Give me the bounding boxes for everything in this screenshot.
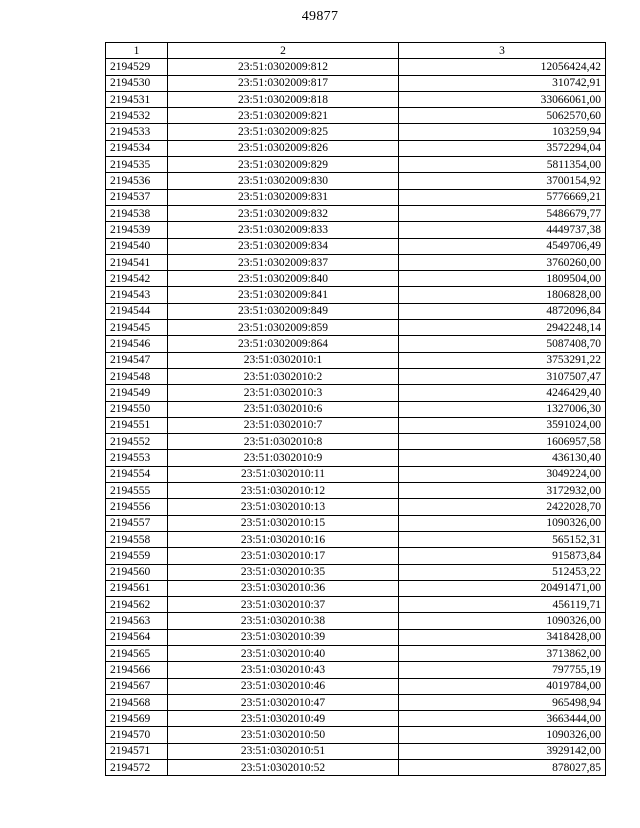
column-header-1: 1: [106, 43, 168, 59]
row-number-cell: 2194536: [106, 173, 168, 189]
row-number-cell: 2194546: [106, 336, 168, 352]
table-row: [106, 320, 606, 336]
row-number-cell: 2194529: [106, 59, 168, 75]
table-row: [106, 466, 606, 482]
table-row: [106, 91, 606, 107]
table-row: [106, 711, 606, 727]
table-row: [106, 564, 606, 580]
row-number-cell: 2194531: [106, 91, 168, 107]
table-row: [106, 580, 606, 596]
cadastral-value-cell: 3107507,47: [399, 368, 606, 384]
row-number-cell: 2194566: [106, 662, 168, 678]
table-row: [106, 694, 606, 710]
cadastral-value-cell: 33066061,00: [399, 91, 606, 107]
row-number-cell: 2194547: [106, 352, 168, 368]
cadastral-number-cell: 23:51:0302010:52: [168, 760, 399, 776]
row-number-cell: 2194541: [106, 254, 168, 270]
header-row: [106, 43, 606, 59]
cadastral-value-cell: 4549706,49: [399, 238, 606, 254]
cadastral-number-cell: 23:51:0302010:47: [168, 694, 399, 710]
row-number-cell: 2194555: [106, 483, 168, 499]
row-number-cell: 2194571: [106, 743, 168, 759]
row-number-cell: 2194561: [106, 580, 168, 596]
table-row: [106, 515, 606, 531]
cadastral-number-cell: 23:51:0302009:817: [168, 75, 399, 91]
cadastral-number-cell: 23:51:0302009:818: [168, 91, 399, 107]
row-number-cell: 2194542: [106, 271, 168, 287]
column-header-2: 2: [168, 43, 399, 59]
table-row: [106, 743, 606, 759]
cadastral-value-cell: 5486679,77: [399, 205, 606, 221]
cadastral-number-cell: 23:51:0302009:833: [168, 222, 399, 238]
cadastral-value-cell: 4246429,40: [399, 385, 606, 401]
cadastral-number-cell: 23:51:0302009:841: [168, 287, 399, 303]
row-number-cell: 2194556: [106, 499, 168, 515]
row-number-cell: 2194539: [106, 222, 168, 238]
cadastral-value-cell: 3172932,00: [399, 483, 606, 499]
cadastral-number-cell: 23:51:0302010:37: [168, 597, 399, 613]
cadastral-value-cell: 3418428,00: [399, 629, 606, 645]
row-number-cell: 2194537: [106, 189, 168, 205]
cadastral-number-cell: 23:51:0302010:6: [168, 401, 399, 417]
cadastral-value-cell: 12056424,42: [399, 59, 606, 75]
table-row: [106, 531, 606, 547]
table-row: [106, 124, 606, 140]
cadastral-value-cell: 1806828,00: [399, 287, 606, 303]
row-number-cell: 2194569: [106, 711, 168, 727]
row-number-cell: 2194563: [106, 613, 168, 629]
cadastral-value-cell: 1606957,58: [399, 434, 606, 450]
table-row: [106, 254, 606, 270]
row-number-cell: 2194564: [106, 629, 168, 645]
cadastral-value-cell: 965498,94: [399, 694, 606, 710]
table-row: [106, 613, 606, 629]
cadastral-value-cell: 5776669,21: [399, 189, 606, 205]
cadastral-number-cell: 23:51:0302009:826: [168, 140, 399, 156]
cadastral-value-cell: 456119,71: [399, 597, 606, 613]
cadastral-number-cell: 23:51:0302010:17: [168, 548, 399, 564]
table-row: [106, 450, 606, 466]
cadastral-number-cell: 23:51:0302010:11: [168, 466, 399, 482]
row-number-cell: 2194567: [106, 678, 168, 694]
cadastral-number-cell: 23:51:0302010:15: [168, 515, 399, 531]
cadastral-value-cell: 103259,94: [399, 124, 606, 140]
cadastral-value-cell: 4449737,38: [399, 222, 606, 238]
table-row: [106, 75, 606, 91]
table-row: [106, 368, 606, 384]
cadastral-value-cell: 5811354,00: [399, 157, 606, 173]
row-number-cell: 2194535: [106, 157, 168, 173]
table-row: [106, 173, 606, 189]
table-row: [106, 140, 606, 156]
cadastral-number-cell: 23:51:0302010:50: [168, 727, 399, 743]
cadastral-value-cell: 3591024,00: [399, 417, 606, 433]
column-header-3: 3: [399, 43, 606, 59]
cadastral-value-cell: 878027,85: [399, 760, 606, 776]
table-row: [106, 271, 606, 287]
table-row: [106, 222, 606, 238]
row-number-cell: 2194562: [106, 597, 168, 613]
cadastral-number-cell: 23:51:0302010:13: [168, 499, 399, 515]
cadastral-value-cell: 3929142,00: [399, 743, 606, 759]
cadastral-number-cell: 23:51:0302009:825: [168, 124, 399, 140]
row-number-cell: 2194530: [106, 75, 168, 91]
cadastral-value-cell: 1090326,00: [399, 613, 606, 629]
row-number-cell: 2194548: [106, 368, 168, 384]
table-row: [106, 401, 606, 417]
table-row: [106, 434, 606, 450]
row-number-cell: 2194550: [106, 401, 168, 417]
cadastral-number-cell: 23:51:0302010:40: [168, 645, 399, 661]
page-number: 49877: [301, 9, 339, 24]
cadastral-number-cell: 23:51:0302009:849: [168, 303, 399, 319]
cadastral-number-cell: 23:51:0302009:832: [168, 205, 399, 221]
cadastral-value-cell: 797755,19: [399, 662, 606, 678]
table-row: [106, 385, 606, 401]
table-row: [106, 287, 606, 303]
cadastral-number-cell: 23:51:0302010:43: [168, 662, 399, 678]
table-row: [106, 629, 606, 645]
row-number-cell: 2194538: [106, 205, 168, 221]
row-number-cell: 2194568: [106, 694, 168, 710]
cadastral-value-cell: 3760260,00: [399, 254, 606, 270]
row-number-cell: 2194543: [106, 287, 168, 303]
cadastral-number-cell: 23:51:0302009:812: [168, 59, 399, 75]
table-row: [106, 597, 606, 613]
cadastral-value-cell: 915873,84: [399, 548, 606, 564]
row-number-cell: 2194560: [106, 564, 168, 580]
cadastral-value-cell: 1809504,00: [399, 271, 606, 287]
row-number-cell: 2194570: [106, 727, 168, 743]
row-number-cell: 2194534: [106, 140, 168, 156]
cadastral-number-cell: 23:51:0302010:49: [168, 711, 399, 727]
cadastral-value-cell: 3663444,00: [399, 711, 606, 727]
cadastral-number-cell: 23:51:0302010:16: [168, 531, 399, 547]
cadastral-number-cell: 23:51:0302010:7: [168, 417, 399, 433]
cadastral-value-cell: 565152,31: [399, 531, 606, 547]
cadastral-number-cell: 23:51:0302010:9: [168, 450, 399, 466]
cadastral-value-cell: 4019784,00: [399, 678, 606, 694]
table-row: [106, 483, 606, 499]
table-row: [106, 417, 606, 433]
row-number-cell: 2194545: [106, 320, 168, 336]
row-number-cell: 2194572: [106, 760, 168, 776]
table-row: [106, 205, 606, 221]
cadastral-value-cell: 2942248,14: [399, 320, 606, 336]
row-number-cell: 2194558: [106, 531, 168, 547]
row-number-cell: 2194544: [106, 303, 168, 319]
table-row: [106, 157, 606, 173]
cadastral-number-cell: 23:51:0302010:36: [168, 580, 399, 596]
cadastral-number-cell: 23:51:0302009:831: [168, 189, 399, 205]
cadastral-number-cell: 23:51:0302010:51: [168, 743, 399, 759]
cadastral-number-cell: 23:51:0302010:39: [168, 629, 399, 645]
cadastral-value-cell: 1327006,30: [399, 401, 606, 417]
cadastral-value-cell: 2422028,70: [399, 499, 606, 515]
cadastral-value-cell: 20491471,00: [399, 580, 606, 596]
table-row: [106, 645, 606, 661]
row-number-cell: 2194565: [106, 645, 168, 661]
table-row: [106, 59, 606, 75]
cadastral-number-cell: 23:51:0302010:3: [168, 385, 399, 401]
cadastral-number-cell: 23:51:0302010:35: [168, 564, 399, 580]
cadastral-value-cell: 3049224,00: [399, 466, 606, 482]
row-number-cell: 2194540: [106, 238, 168, 254]
cadastral-value-cell: 3753291,22: [399, 352, 606, 368]
cadastral-number-cell: 23:51:0302010:1: [168, 352, 399, 368]
table-row: [106, 760, 606, 776]
table-row: [106, 548, 606, 564]
cadastral-number-cell: 23:51:0302009:859: [168, 320, 399, 336]
row-number-cell: 2194559: [106, 548, 168, 564]
cadastral-number-cell: 23:51:0302009:821: [168, 108, 399, 124]
cadastral-number-cell: 23:51:0302010:2: [168, 368, 399, 384]
cadastral-value-cell: 5062570,60: [399, 108, 606, 124]
cadastral-value-cell: 310742,91: [399, 75, 606, 91]
table-row: [106, 727, 606, 743]
cadastral-value-cell: 1090326,00: [399, 727, 606, 743]
table-row: [106, 499, 606, 515]
table-body: [106, 59, 606, 776]
table-row: [106, 189, 606, 205]
cadastral-value-cell: 4872096,84: [399, 303, 606, 319]
cadastral-number-cell: 23:51:0302009:829: [168, 157, 399, 173]
cadastral-value-cell: 436130,40: [399, 450, 606, 466]
cadastral-value-cell: 3572294,04: [399, 140, 606, 156]
table-row: [106, 303, 606, 319]
cadastral-value-cell: 5087408,70: [399, 336, 606, 352]
table-header: [106, 43, 606, 59]
cadastral-value-cell: 512453,22: [399, 564, 606, 580]
cadastral-number-cell: 23:51:0302010:8: [168, 434, 399, 450]
cadastral-number-cell: 23:51:0302009:840: [168, 271, 399, 287]
cadastral-value-cell: 3713862,00: [399, 645, 606, 661]
cadastral-number-cell: 23:51:0302009:864: [168, 336, 399, 352]
row-number-cell: 2194553: [106, 450, 168, 466]
row-number-cell: 2194533: [106, 124, 168, 140]
cadastral-number-cell: 23:51:0302010:46: [168, 678, 399, 694]
cadastral-value-cell: 3700154,92: [399, 173, 606, 189]
cadastral-number-cell: 23:51:0302010:12: [168, 483, 399, 499]
row-number-cell: 2194552: [106, 434, 168, 450]
row-number-cell: 2194557: [106, 515, 168, 531]
cadastral-value-cell: 1090326,00: [399, 515, 606, 531]
cadastral-number-cell: 23:51:0302009:834: [168, 238, 399, 254]
row-number-cell: 2194551: [106, 417, 168, 433]
table-row: [106, 238, 606, 254]
row-number-cell: 2194532: [106, 108, 168, 124]
row-number-cell: 2194554: [106, 466, 168, 482]
cadastral-number-cell: 23:51:0302010:38: [168, 613, 399, 629]
cadastral-number-cell: 23:51:0302009:837: [168, 254, 399, 270]
table-row: [106, 352, 606, 368]
table-row: [106, 678, 606, 694]
table-row: [106, 108, 606, 124]
cadastral-value-table: [105, 42, 606, 776]
table-row: [106, 336, 606, 352]
cadastral-number-cell: 23:51:0302009:830: [168, 173, 399, 189]
table-row: [106, 662, 606, 678]
row-number-cell: 2194549: [106, 385, 168, 401]
